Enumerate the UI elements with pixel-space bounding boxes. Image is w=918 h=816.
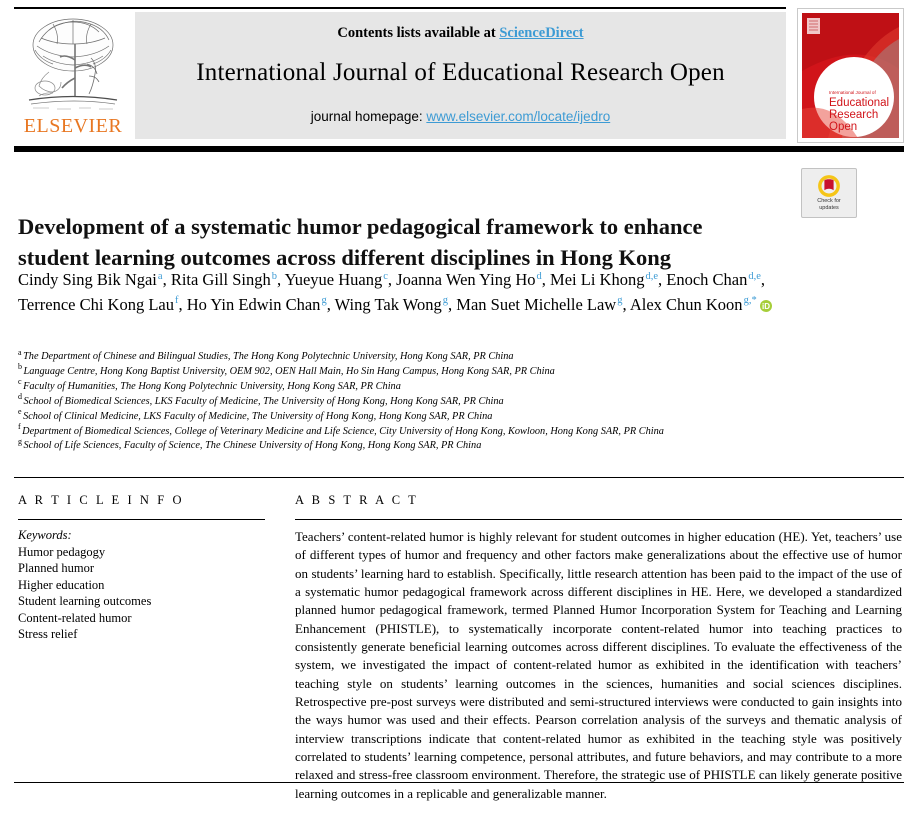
author-affiliation-mark[interactable]: g bbox=[442, 295, 449, 306]
svg-text:Educational: Educational bbox=[829, 97, 890, 109]
masthead-black-bar bbox=[14, 146, 904, 152]
author-name[interactable]: Cindy Sing Bik Ngai bbox=[18, 270, 157, 289]
author-affiliation-mark[interactable]: f bbox=[175, 295, 179, 306]
elsevier-wordmark: ELSEVIER bbox=[23, 115, 123, 137]
affiliation-mark: f bbox=[18, 422, 21, 432]
author-name[interactable]: Joanna Wen Ying Ho bbox=[396, 270, 536, 289]
author-name[interactable]: Alex Chun Koon bbox=[629, 294, 743, 314]
keyword-item[interactable]: Higher education bbox=[18, 577, 105, 592]
svg-text:International Journal of: International Journal of bbox=[829, 90, 876, 95]
author-affiliation-mark[interactable]: c bbox=[383, 270, 388, 282]
crossmark-line-2: updates bbox=[819, 204, 839, 211]
affiliation-item bbox=[18, 377, 898, 395]
article-info-divider bbox=[18, 519, 265, 520]
affiliation-text: School of Clinical Medicine, LKS Faculty of Medicine, The University of Hong Kong, Hong Kong SAR, PR China bbox=[23, 410, 493, 422]
author-affiliation-mark[interactable]: d,e bbox=[748, 270, 761, 282]
sciencedirect-link[interactable]: ScienceDirect bbox=[499, 25, 584, 41]
svg-text:iD: iD bbox=[761, 301, 770, 311]
affiliation-mark: d bbox=[18, 392, 22, 402]
journal-homepage-link[interactable]: www.elsevier.com/locate/ijedro bbox=[426, 109, 611, 124]
affiliation-item bbox=[18, 439, 898, 454]
affiliation-mark: e bbox=[18, 407, 22, 417]
journal-band bbox=[135, 12, 786, 139]
article-info-heading: A R T I C L E I N F O bbox=[18, 493, 185, 507]
contents-available-line bbox=[337, 25, 583, 42]
affiliation-text: The Department of Chinese and Bilingual Studies, The Hong Kong Polytechnic University, Hong Kong SAR, PR China bbox=[23, 351, 514, 362]
author-affiliation-mark[interactable]: a bbox=[157, 270, 163, 282]
affiliation-item bbox=[18, 407, 898, 425]
keyword-item[interactable]: Content-related humor bbox=[18, 610, 132, 625]
info-section-top-rule bbox=[14, 477, 904, 478]
article-info-column bbox=[18, 493, 268, 643]
affiliation-text: School of Life Sciences, Faculty of Science, The Chinese University of Hong Kong, Hong Kong SAR, PR China bbox=[23, 440, 482, 452]
keywords-list bbox=[18, 544, 268, 643]
author-name[interactable]: Man Suet Michelle Law bbox=[456, 294, 617, 314]
affiliation-text: School of Biomedical Sciences, LKS Faculty of Medicine, The University of Hong Kong, Hong Kong SAR, PR China bbox=[23, 395, 504, 407]
affiliation-item bbox=[18, 392, 898, 410]
crossmark-label bbox=[817, 198, 841, 211]
abstract-heading: A B S T R A C T bbox=[295, 493, 419, 507]
author-name[interactable]: Ho Yin Edwin Chan bbox=[186, 294, 321, 314]
keyword-item[interactable]: Planned humor bbox=[18, 561, 95, 575]
journal-cover-thumbnail[interactable] bbox=[797, 8, 904, 143]
keyword-item[interactable]: Stress relief bbox=[18, 627, 78, 641]
author-name[interactable]: Wing Tak Wong bbox=[334, 294, 442, 314]
journal-title: International Journal of Educational Research Open bbox=[196, 59, 725, 86]
keywords-label: Keywords: bbox=[18, 528, 72, 542]
affiliation-list bbox=[18, 347, 898, 454]
affiliation-mark: b bbox=[18, 362, 22, 372]
crossmark-badge-icon bbox=[818, 175, 840, 197]
author-name[interactable]: Terrence Chi Kong Lau bbox=[18, 294, 174, 314]
affiliation-item bbox=[18, 347, 898, 365]
author-name[interactable]: Rita Gill Singh bbox=[170, 270, 271, 289]
keyword-item[interactable]: Humor pedagogy bbox=[18, 544, 106, 559]
journal-masthead bbox=[0, 0, 918, 150]
author-list: Cindy Sing Bik Ngai$^a$, Rita Gill Singh$^b$, Yueyue Huang$^c$, Joanna Wen Ying Ho$^d$, Mei Li Khong$^{d,e}$, Enoch Chan$^{d,e}$, Terrence Chi Kong Lau$^f$, Ho Yin Edwin Chan$^g$, Wing Tak Wong$^g$, Man Suet Michelle Law$^g$, Alex Chun Koon$^{g,*}$ iD bbox=[18, 270, 770, 314]
author-name[interactable]: Mei Li Khong bbox=[550, 270, 645, 289]
journal-cover-image bbox=[798, 9, 903, 142]
svg-text:Open: Open bbox=[829, 121, 858, 133]
author-name[interactable]: Enoch Chan bbox=[666, 270, 748, 289]
journal-homepage-line bbox=[311, 109, 610, 124]
abstract-divider bbox=[295, 519, 902, 520]
keyword-item[interactable]: Student learning outcomes bbox=[18, 594, 152, 608]
affiliation-item bbox=[18, 362, 898, 380]
elsevier-logo[interactable] bbox=[14, 12, 132, 144]
masthead-top-rule bbox=[14, 7, 786, 9]
author-affiliation-mark[interactable]: b bbox=[271, 270, 277, 282]
affiliation-mark: g bbox=[18, 437, 22, 447]
author-affiliation-mark[interactable]: d bbox=[536, 270, 542, 282]
author-affiliation-mark[interactable]: g,* bbox=[743, 295, 757, 306]
affiliation-mark: c bbox=[18, 377, 22, 387]
orcid-icon[interactable] bbox=[760, 300, 772, 312]
affiliation-text: Language Centre, Hong Kong Baptist University, OEM 902, OEN Hall Main, Ho Sin Hang Campus, Hong Kong SAR, PR China bbox=[23, 365, 555, 377]
svg-text:Research: Research bbox=[829, 109, 879, 121]
contents-prefix-text: Contents lists available at bbox=[337, 25, 500, 41]
affiliation-mark: a bbox=[18, 347, 22, 357]
crossmark-line-1: Check for bbox=[817, 198, 841, 205]
author-affiliation-mark[interactable]: d,e bbox=[645, 270, 659, 282]
author-affiliation-mark[interactable]: g bbox=[617, 295, 623, 306]
abstract-text: Teachers’ content-related humor is highly relevant for student outcomes in higher education (HE). Yet, teachers’ use of different types of humor and frequency and other factors make generalizations about the effective use of humor on students’ learning hard to establish. Specifically, little research attention has been paid to the impact of the use of a systematic humor pedagogical framework across different disciplines in HE. Here, we developed a standardized planned humor pedagogical framework, termed Planned Humor Incorporation System for Teaching and Learning Enhancement (PHISTLE), to systematically incorporate content-related humor into teaching practices to consistently generate beneficial learning outcomes across different disciplines. To evaluate the effectiveness of the system, we investigated the impact of content-related humor as exhibited in the identification with teachers’ teaching style on students’ learning outcomes in the sciences, humanities and social sciences disciplines. Retrospective pre-post surveys were distributed and semi-structured interviews were conducted to gain insights into the ways humor was used and their effects. Pearson correlation analysis of the surveys and thematic analysis of interview transcriptions indicate that content-related humor as exhibited in the teaching style was positively correlated to students’ learning competence, personal attributes, and future behaviors, and may contribute to a more relaxed and stress-free classroom environment. Therefore, the strategic use of PHISTLE can likely generate positive learning outcomes in a replicable and generalizable manner. bbox=[295, 529, 902, 801]
paper-title: Development of a systematic humor pedagogical framework to enhance student learning outcomes across different disciplines in Hong Kong bbox=[18, 214, 703, 271]
affiliation-text: Faculty of Humanities, The Hong Kong Polytechnic University, Hong Kong SAR, PR China bbox=[23, 380, 401, 392]
elsevier-tree-icon bbox=[19, 12, 127, 115]
author-name[interactable]: Yueyue Huang bbox=[284, 270, 383, 289]
affiliation-text: Department of Biomedical Sciences, College of Veterinary Medicine and Life Science, City University of Hong Kong, Kowloon, Hong Kong SAR, PR China bbox=[22, 425, 664, 437]
homepage-prefix-text: journal homepage: bbox=[310, 109, 427, 124]
crossmark-badge[interactable] bbox=[801, 168, 857, 218]
page-bottom-rule bbox=[14, 782, 904, 783]
affiliation-item bbox=[18, 422, 898, 440]
author-affiliation-mark[interactable]: g bbox=[321, 295, 327, 306]
abstract-column bbox=[295, 493, 902, 816]
